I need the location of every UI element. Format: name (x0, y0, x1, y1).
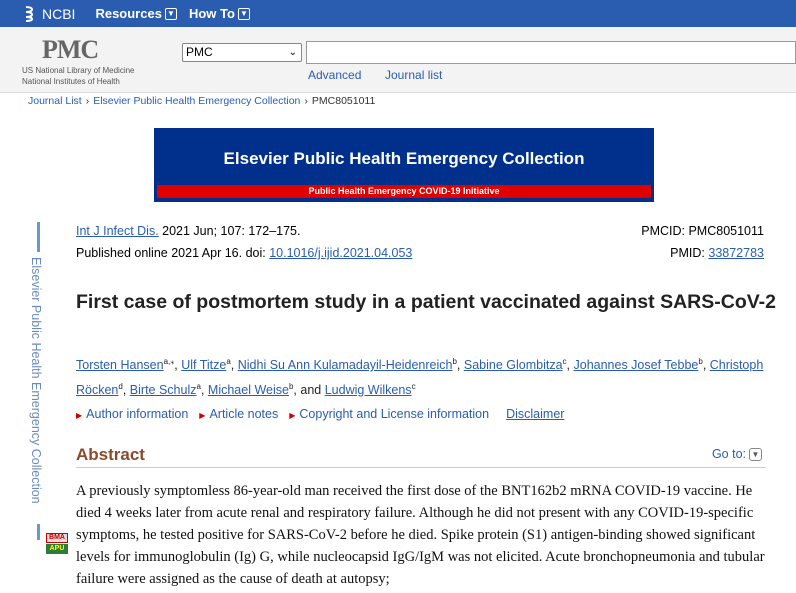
logo-subtitle-nlm: US National Library of Medicine (22, 66, 135, 75)
banner-stripe: Public Health Emergency COVID-19 Initiative (157, 185, 651, 198)
breadcrumb-current: PMC8051011 (311, 95, 376, 107)
author-link[interactable]: Christoph Röcken (76, 358, 764, 398)
journal-link[interactable]: Int J Infect Dis. (76, 224, 159, 238)
doi-link[interactable]: 10.1016/j.ijid.2021.04.053 (269, 246, 413, 260)
author-list: Torsten Hansen$^{a,⁎}$, Ulf Titze$^a$, Nidhi Su Ann Kulamadayil-Heidenreich$^b$, Sabine Glombitza$^c$, Johannes Josef Tebbe$^b$, Christoph Röcken$^d$, Birte Schulz$^a$, Michael Weise$^b$, and Ludwig Wilkens$^c$ (76, 357, 764, 398)
author-link[interactable]: Ludwig Wilkens (324, 383, 412, 398)
abstract-heading-row (76, 445, 766, 468)
triangle-right-icon: ▶ (289, 411, 296, 420)
sidebar-label: Elsevier Public Health Emergency Collection (29, 257, 43, 504)
author-link[interactable]: Sabine Glombitza (463, 358, 563, 373)
chevron-down-icon: ▼ (238, 8, 250, 20)
pmc-header (0, 27, 796, 93)
copyright-toggle[interactable]: ▶ Copyright and License information (289, 407, 490, 421)
advanced-search-link[interactable]: Advanced (308, 68, 362, 82)
article-title: First case of postmortem study in a patient vaccinated against SARS-CoV-2 (76, 291, 777, 313)
chevron-down-icon: ▼ (749, 448, 762, 461)
triangle-right-icon: ▶ (199, 411, 206, 420)
chevron-down-icon: ⌄ (288, 47, 297, 58)
published-line (76, 246, 412, 260)
pmid-link[interactable]: 33872783 (708, 246, 764, 260)
author-link[interactable]: Birte Schulz (129, 383, 197, 398)
collection-banner[interactable] (154, 128, 654, 202)
breadcrumb-collection[interactable]: Elsevier Public Health Emergency Collection (93, 95, 301, 107)
published-date: Published online 2021 Apr 16. doi: (76, 246, 270, 260)
disclaimer-link[interactable]: Disclaimer (506, 407, 565, 421)
ncbi-brand: NCBI (42, 5, 76, 22)
author-link[interactable]: Torsten Hansen (76, 358, 164, 373)
breadcrumb-journal-list[interactable]: Journal List (28, 95, 82, 107)
ncbi-logo-icon (22, 5, 38, 23)
goto-menu[interactable]: Go to: ▼ (712, 447, 762, 461)
author-link[interactable]: Michael Weise (207, 383, 289, 398)
citation-issue: 2021 Jun; 107: 172–175. (162, 224, 301, 238)
pmc-logo-text: PMC (42, 35, 99, 64)
chevron-down-icon: ▼ (165, 8, 177, 20)
bma-badge-icon: BMA (46, 533, 68, 543)
database-select[interactable]: PMC ⌄ (182, 43, 302, 62)
article-notes-toggle[interactable]: ▶ Article notes (199, 407, 279, 421)
pmid-line: PMID: 33872783 (670, 246, 764, 260)
author-link[interactable]: Nidhi Su Ann Kulamadayil-Heidenreich (237, 358, 453, 373)
author-link[interactable]: Johannes Josef Tebbe (573, 358, 699, 373)
resources-menu[interactable]: Resources ▼ (95, 6, 176, 21)
breadcrumb: Journal List › Elsevier Public Health Emergency Collection › PMC8051011 (28, 95, 376, 107)
search-input[interactable] (306, 41, 796, 64)
ncbi-home-link[interactable] (22, 5, 75, 23)
author-link[interactable]: Ulf Titze (181, 358, 227, 373)
apu-badge-icon: APU (46, 544, 68, 554)
article-info-bar (76, 407, 564, 421)
sidebar-line (37, 222, 40, 252)
citation-line (76, 224, 300, 238)
banner-title: Elsevier Public Health Emergency Collection (223, 149, 585, 168)
logo-subtitle-nih: National Institutes of Health (22, 77, 120, 86)
sidebar-line (37, 524, 40, 540)
ncbi-top-bar (0, 0, 796, 27)
abstract-text: A previously symptomless 86-year-old man received the first dose of the BNT162b2 mRNA COVID-19 vaccine. He died 4 weeks later from acute renal and respiratory failure. Although he did not present with any COVID-19-specific symptoms, he tested positive for SARS-CoV-2 before he died. Spike protein (S1) antigen-binding showed significant levels for immunoglobulin (Ig) G, while nucleocapsid IgG/IgM was not elicited. Acute bronchopneumonia and tubular failure were assigned as the cause of death at autopsy; (76, 483, 765, 587)
abstract-heading: Abstract (76, 445, 145, 464)
badge-icons[interactable] (46, 533, 68, 554)
howto-menu[interactable]: How To ▼ (189, 6, 250, 21)
and-word: and (300, 383, 322, 398)
collection-sidebar[interactable] (29, 222, 49, 542)
pmcid: PMCID: PMC8051011 (641, 224, 764, 238)
author-information-toggle[interactable]: ▶ Author information (76, 407, 189, 421)
journal-list-link[interactable]: Journal list (385, 68, 443, 82)
triangle-right-icon: ▶ (76, 411, 83, 420)
